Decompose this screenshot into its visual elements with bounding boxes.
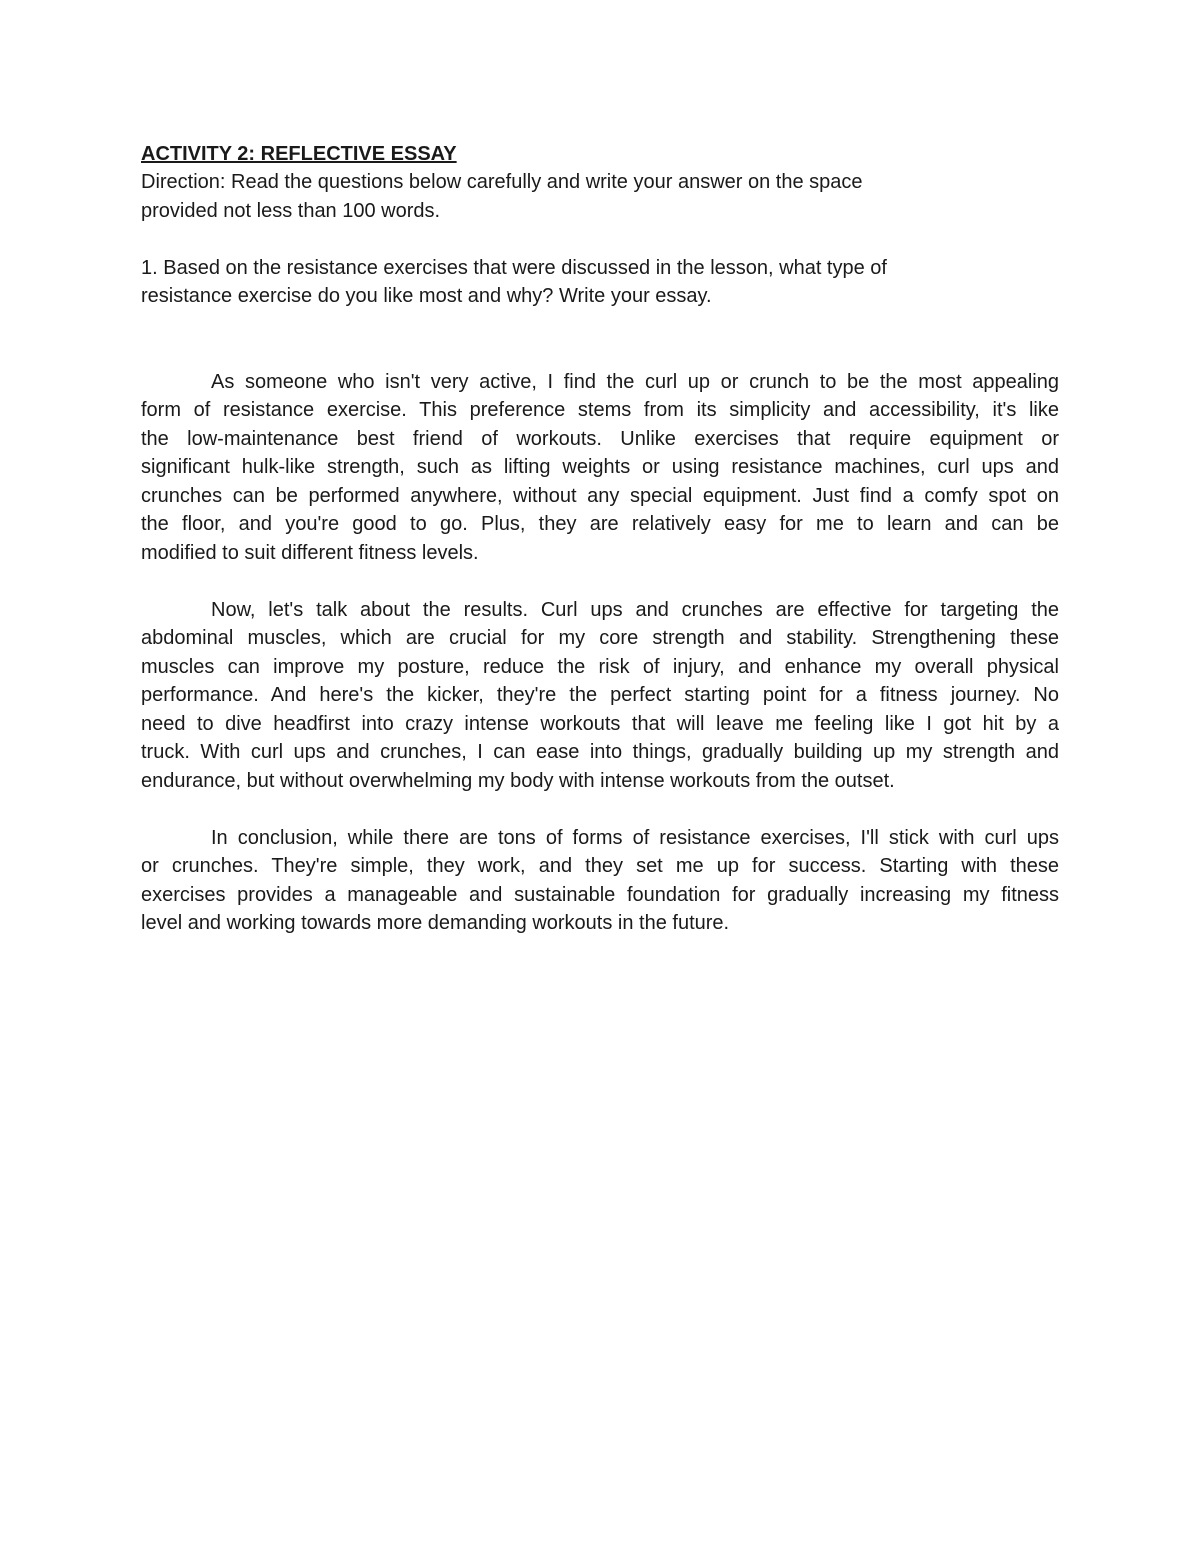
paragraph-line: exercises provides a manageable and sustainable foundation for gradually increasing my fitness [141, 883, 1059, 906]
essay-body [141, 368, 1059, 938]
direction-line-2: provided not less than 100 words. [141, 199, 441, 222]
paragraph-gap [141, 567, 1059, 596]
paragraph-line: truck. With curl ups and crunches, I can ease into things, gradually building up my strength and [141, 741, 1059, 763]
question-line-2: resistance exercise do you like most and why? Write your essay. [141, 285, 712, 307]
direction-line-1: Direction: Read the questions below carefully and write your answer on the space [141, 171, 863, 193]
paragraph-line: need to dive headfirst into crazy intense workouts that will leave me feeling like I got hit by a [141, 712, 1059, 735]
document-page [141, 140, 1059, 938]
essay-paragraph-1 [141, 368, 1059, 568]
paragraph-line: endurance, but without overwhelming my body with intense workouts from the outset. [141, 769, 895, 792]
paragraph-line: the floor, and you're good to go. Plus, they are relatively easy for me to learn and can be [141, 513, 1059, 535]
paragraph-line: the low-maintenance best friend of workouts. Unlike exercises that require equipment or [141, 427, 1059, 450]
spacer [141, 225, 1059, 254]
essay-paragraph-2 [141, 596, 1059, 796]
document-title: ACTIVITY 2: REFLECTIVE ESSAY [141, 143, 457, 165]
paragraph-line: As someone who isn't very active, I find the curl up or crunch to be the most appealing [211, 370, 1059, 393]
paragraph-line: modified to suit different fitness levels. [141, 541, 479, 564]
paragraph-line: In conclusion, while there are tons of forms of resistance exercises, I'll stick with curl ups [211, 826, 1059, 849]
paragraph-line: Now, let's talk about the results. Curl ups and crunches are effective for targeting the [211, 598, 1059, 621]
paragraph-line: significant hulk-like strength, such as lifting weights or using resistance machines, curl ups and [141, 456, 1059, 478]
paragraph-line: performance. And here's the kicker, they're the perfect starting point for a fitness journey. No [141, 684, 1059, 706]
paragraph-line: crunches can be performed anywhere, without any special equipment. Just find a comfy spot on [141, 484, 1059, 507]
question-line-1: 1. Based on the resistance exercises that were discussed in the lesson, what type of [141, 256, 887, 279]
paragraph-line: or crunches. They're simple, they work, and they set me up for success. Starting with these [141, 855, 1059, 877]
essay-paragraph-3 [141, 824, 1059, 938]
paragraph-line: abdominal muscles, which are crucial for my core strength and stability. Strengthening these [141, 627, 1059, 649]
paragraph-line: level and working towards more demanding workouts in the future. [141, 912, 730, 934]
paragraph-line: muscles can improve my posture, reduce the risk of injury, and enhance my overall physical [141, 655, 1059, 678]
paragraph-gap [141, 795, 1059, 824]
paragraph-line: form of resistance exercise. This preference stems from its simplicity and accessibility, it's like [141, 399, 1059, 421]
